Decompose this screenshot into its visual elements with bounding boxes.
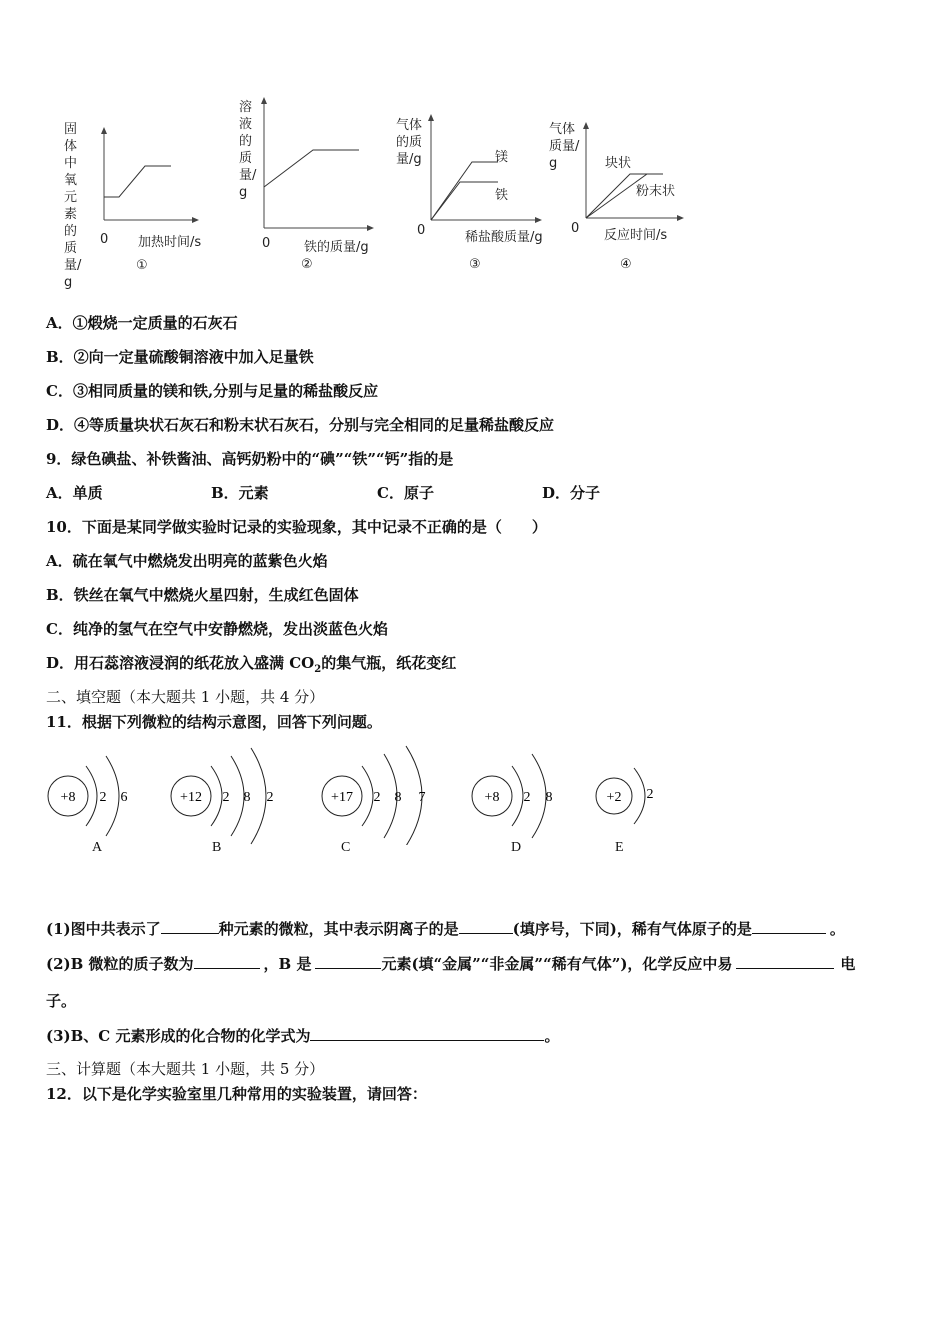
graph-1-origin: 0 — [100, 232, 109, 247]
graph-3-x-label: 稀盐酸质量/g — [465, 230, 543, 245]
q8-option-b: B．②向一定量硫酸铜溶液中加入足量铁 — [46, 348, 314, 366]
q11-part-2-cont: 子。 — [46, 992, 77, 1010]
atom-b-shell-2: 8 — [243, 790, 251, 805]
atom-e-nucleus: +2 — [606, 790, 622, 805]
graph-4-y-label: 气体质量/g — [549, 122, 580, 171]
section-2-heading: 二、填空题（本大题共 1 小题，共 4 分） — [46, 688, 325, 706]
graph-2-x-label: 铁的质量/g — [304, 240, 369, 255]
graph-1-y-label: 固体中氧元素的质量/g — [64, 122, 82, 290]
atom-c-shell-2: 8 — [394, 790, 402, 805]
graph-3-series-mg: 镁 — [495, 150, 509, 165]
graph-2-plot — [255, 95, 380, 235]
atom-c-shell-3: 7 — [418, 790, 426, 805]
atom-a-shell-2: 6 — [120, 790, 128, 805]
q10-option-b: B．铁丝在氧气中燃烧火星四射，生成红色固体 — [46, 586, 359, 604]
q10-option-d-pre: D．用石蕊溶液浸润的纸花放入盛满 CO — [46, 654, 315, 672]
graph-2-caption: ② — [301, 257, 313, 272]
atom-c-shell-1: 2 — [373, 790, 381, 805]
atom-d-nucleus: +8 — [484, 790, 500, 805]
q11-part-3: (3)B、C 元素形成的化合物的化学式为 。 — [46, 1027, 560, 1045]
q10-stem: 10．下面是某同学做实验时记录的实验现象，其中记录不正确的是（ ） — [46, 518, 547, 536]
q8-option-a: A．①煅烧一定质量的石灰石 — [46, 314, 238, 332]
graph-4-caption: ④ — [620, 257, 632, 272]
graph-3-plot — [420, 112, 545, 227]
q9-option-b: B．元素 — [211, 484, 269, 502]
q10-option-a: A．硫在氧气中燃烧发出明亮的蓝紫色火焰 — [46, 552, 328, 570]
q11-blank-2[interactable] — [459, 919, 513, 934]
graph-2-y-label: 溶液的质量/g — [239, 100, 257, 200]
q10-option-d-sub: 2 — [314, 664, 322, 675]
atom-b — [171, 748, 274, 844]
q11-blank-4[interactable] — [194, 954, 260, 969]
graph-4-origin: 0 — [571, 221, 580, 236]
q9-option-c: C．原子 — [377, 484, 434, 502]
q9-option-d: D．分子 — [542, 484, 601, 502]
atom-c-nucleus: +17 — [331, 790, 353, 805]
atom-d-shell-2: 8 — [545, 790, 553, 805]
atom-d-label: D — [511, 840, 522, 855]
atom-d-shell-1: 2 — [523, 790, 531, 805]
atom-a-nucleus: +8 — [60, 790, 76, 805]
q11-blank-6[interactable] — [736, 954, 834, 969]
q8-option-c: C．③相同质量的镁和铁,分别与足量的稀盐酸反应 — [46, 382, 379, 400]
atom-b-nucleus: +12 — [180, 790, 202, 805]
atom-e — [596, 768, 654, 824]
atom-b-label: B — [212, 840, 222, 855]
graph-1-plot — [95, 125, 205, 225]
graph-3-line-mg — [431, 162, 498, 220]
q11-blank-1[interactable] — [161, 919, 219, 934]
q11-part-1: (1)图中共表示了 种元素的微粒，其中表示阴离子的是 (填序号，下同)，稀有气体原子的是 。 — [46, 920, 845, 938]
q12-stem: 12．以下是化学实验室里几种常用的实验装置，请回答： — [46, 1085, 427, 1103]
graph-3-y-label: 气体的质量/g — [396, 118, 423, 167]
graph-1-caption: ① — [136, 258, 148, 273]
atom-a — [48, 756, 128, 836]
graph-4-series-powder: 粉末状 — [636, 184, 676, 199]
graph-3-caption: ③ — [469, 257, 481, 272]
atom-c-label: C — [341, 840, 351, 855]
q8-option-d: D．④等质量块状石灰石和粉末状石灰石，分别与完全相同的足量稀盐酸反应 — [46, 416, 555, 434]
section-3-heading: 三、计算题（本大题共 1 小题，共 5 分） — [46, 1060, 325, 1078]
graph-4-plot — [575, 120, 690, 225]
q10-option-d-post: 的集气瓶，纸花变红 — [321, 654, 457, 672]
atom-a-label: A — [92, 840, 103, 855]
q9-stem: 9．绿色碘盐、补铁酱油、高钙奶粉中的“碘”“铁”“钙”指的是 — [46, 450, 454, 468]
q11-blank-7[interactable] — [310, 1026, 544, 1041]
q10-option-d — [46, 652, 456, 675]
atom-d — [472, 754, 553, 838]
graph-2-origin: 0 — [262, 236, 271, 251]
q11-part-2: (2)B 微粒的质子数为 ，B 是 元素(填“金属”“非金属”“稀有气体”)，化学反应中易 电 — [46, 955, 856, 973]
atom-e-shell-1: 2 — [646, 787, 654, 802]
atom-c — [322, 746, 426, 845]
q11-stem: 11．根据下列微粒的结构示意图，回答下列问题。 — [46, 713, 382, 731]
q9-option-a: A．单质 — [46, 484, 103, 502]
atom-a-shell-1: 2 — [99, 790, 107, 805]
atom-b-shell-3: 2 — [266, 790, 274, 805]
atom-e-label: E — [615, 840, 624, 855]
graph-3-origin: 0 — [417, 223, 426, 238]
graph-3-line-fe — [431, 182, 498, 220]
q11-blank-5[interactable] — [315, 954, 381, 969]
graph-4-x-label: 反应时间/s — [604, 228, 668, 243]
q10-option-c: C．纯净的氢气在空气中安静燃烧，发出淡蓝色火焰 — [46, 620, 388, 638]
graph-4-series-block: 块状 — [605, 156, 632, 171]
graph-3-series-fe: 铁 — [495, 188, 509, 203]
q11-blank-3[interactable] — [752, 919, 826, 934]
atom-diagrams — [40, 740, 680, 845]
atom-b-shell-1: 2 — [222, 790, 230, 805]
graph-1-x-label: 加热时间/s — [138, 235, 202, 250]
